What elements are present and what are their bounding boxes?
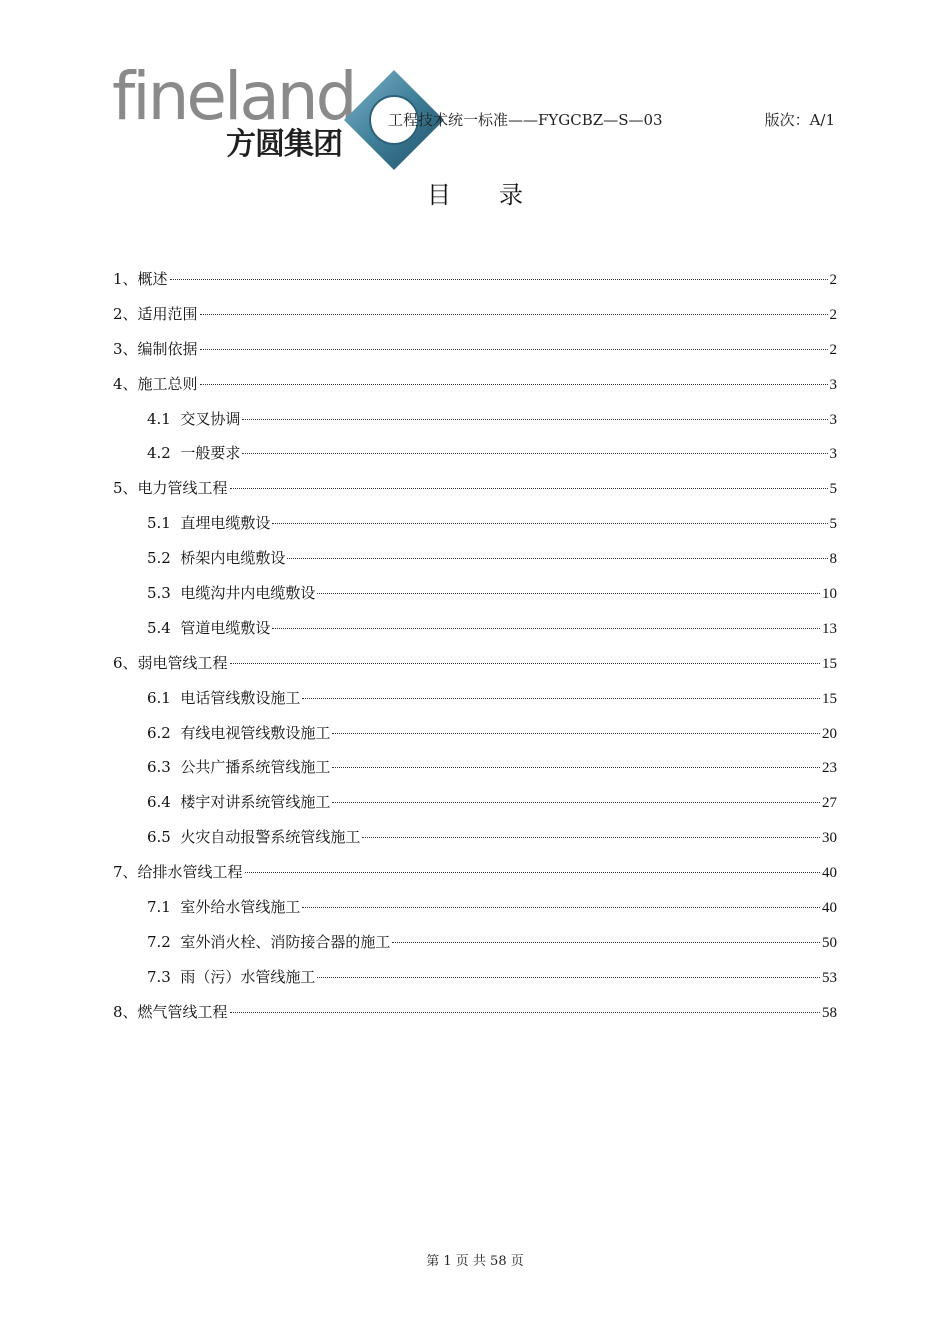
toc-entry[interactable] <box>113 303 837 338</box>
toc-entry-page: 2 <box>829 306 837 323</box>
toc-entry-page: 8 <box>829 551 837 568</box>
toc-entry[interactable] <box>113 722 837 757</box>
toc-dot-leader <box>230 1012 820 1013</box>
toc-entry[interactable] <box>113 408 837 443</box>
toc-entry[interactable] <box>113 687 837 722</box>
toc-entry[interactable] <box>113 826 837 861</box>
toc-entry-label: 6.3 公共广播系统管线施工 <box>147 758 331 777</box>
toc-entry-page: 23 <box>822 760 837 777</box>
toc-entry[interactable] <box>113 791 837 826</box>
toc-entry-label: 6.2 有线电视管线敷设施工 <box>147 723 331 742</box>
toc-entry-page: 50 <box>822 934 837 951</box>
toc-entry[interactable] <box>113 756 837 791</box>
toc-entry-label: 6.5 火灾自动报警系统管线施工 <box>147 828 361 847</box>
company-logo-wordmark: fineland <box>112 58 355 135</box>
toc-dot-leader <box>287 558 827 559</box>
toc-entry[interactable] <box>113 652 837 687</box>
standard-code: 工程技术统一标准——FYGCBZ—S—03 <box>388 111 663 129</box>
toc-entry-label: 6、弱电管线工程 <box>113 653 228 672</box>
toc-dot-leader <box>317 977 820 978</box>
toc-entry-page: 3 <box>829 376 837 393</box>
toc-dot-leader <box>242 453 827 454</box>
toc-entry[interactable] <box>113 966 837 1001</box>
toc-dot-leader <box>200 384 828 385</box>
toc-entry-label: 5、电力管线工程 <box>113 479 228 498</box>
toc-entry-label: 8、燃气管线工程 <box>113 1002 228 1021</box>
toc-dot-leader <box>362 837 820 838</box>
toc-entry[interactable] <box>113 931 837 966</box>
toc-entry-label: 5.2 桥架内电缆敷设 <box>147 549 286 568</box>
toc-entry-label: 1、概述 <box>113 270 168 288</box>
toc-entry[interactable] <box>113 268 837 303</box>
toc-dot-leader <box>200 349 828 350</box>
toc-entry-page: 40 <box>822 865 837 882</box>
toc-dot-leader <box>170 279 828 280</box>
toc-dot-leader <box>302 907 820 908</box>
toc-entry[interactable] <box>113 442 837 477</box>
toc-entry-page: 20 <box>822 725 837 742</box>
toc-entry-page: 15 <box>822 655 837 672</box>
toc-entry-label: 4、施工总则 <box>113 374 198 393</box>
toc-dot-leader <box>302 698 820 699</box>
toc-entry[interactable] <box>113 477 837 512</box>
toc-entry-label: 5.3 电缆沟井内电缆敷设 <box>147 584 316 603</box>
toc-dot-leader <box>245 872 820 873</box>
toc-entry-label: 3、编制依据 <box>113 339 198 358</box>
toc-entry[interactable] <box>113 617 837 652</box>
toc-entry[interactable] <box>113 512 837 547</box>
toc-entry-label: 4.2 一般要求 <box>147 444 241 463</box>
toc-entry-label: 5.1 直埋电缆敷设 <box>147 514 271 533</box>
toc-entry-label: 7.2 室外消火栓、消防接合器的施工 <box>147 932 391 951</box>
toc-entry-page: 10 <box>822 586 837 603</box>
toc-entry[interactable] <box>113 861 837 896</box>
toc-dot-leader <box>317 593 820 594</box>
toc-entry-page: 30 <box>822 830 837 847</box>
toc-dot-leader <box>332 767 820 768</box>
toc-entry-label: 7.1 室外给水管线施工 <box>147 898 301 917</box>
toc-entry-page: 15 <box>822 690 837 707</box>
toc-dot-leader <box>200 314 828 315</box>
toc-entry[interactable] <box>113 373 837 408</box>
toc-dot-leader <box>230 663 820 664</box>
toc-dot-leader <box>272 523 827 524</box>
toc-entry-page: 3 <box>829 411 837 428</box>
toc-entry[interactable] <box>113 582 837 617</box>
version-label: 版次：A/1 <box>764 111 835 129</box>
toc-entry-page: 40 <box>822 900 837 917</box>
table-of-contents <box>113 268 837 1036</box>
toc-entry-label: 6.1 电话管线敷设施工 <box>147 688 301 707</box>
toc-entry-page: 3 <box>829 446 837 463</box>
toc-entry-page: 2 <box>829 272 837 288</box>
toc-dot-leader <box>272 628 820 629</box>
toc-entry-label: 6.4 楼宇对讲系统管线施工 <box>147 793 331 812</box>
toc-entry-label: 4.1 交叉协调 <box>147 409 241 428</box>
toc-entry-page: 5 <box>829 516 837 533</box>
toc-dot-leader <box>332 802 820 803</box>
toc-entry-label: 7.3 雨（污）水管线施工 <box>147 967 316 986</box>
toc-entry-page: 53 <box>822 969 837 986</box>
toc-entry-label: 5.4 管道电缆敷设 <box>147 618 271 637</box>
toc-dot-leader <box>332 733 820 734</box>
toc-entry[interactable] <box>113 896 837 931</box>
toc-dot-leader <box>392 942 820 943</box>
toc-entry-page: 2 <box>829 341 837 358</box>
toc-entry[interactable] <box>113 547 837 582</box>
toc-entry[interactable] <box>113 338 837 373</box>
toc-entry-page: 27 <box>822 795 837 812</box>
toc-entry-page: 58 <box>822 1004 837 1021</box>
toc-dot-leader <box>242 419 827 420</box>
toc-entry-label: 7、给排水管线工程 <box>113 863 243 882</box>
page-footer: 第 1 页 共 58 页 <box>426 1254 524 1269</box>
toc-entry-label: 2、适用范围 <box>113 304 198 323</box>
toc-dot-leader <box>230 488 828 489</box>
toc-entry-page: 13 <box>822 620 837 637</box>
page-title: 目录 <box>427 181 571 209</box>
toc-entry[interactable] <box>113 1001 837 1036</box>
company-logo-chinese: 方圆集团 <box>226 127 342 162</box>
toc-entry-page: 5 <box>829 481 837 498</box>
